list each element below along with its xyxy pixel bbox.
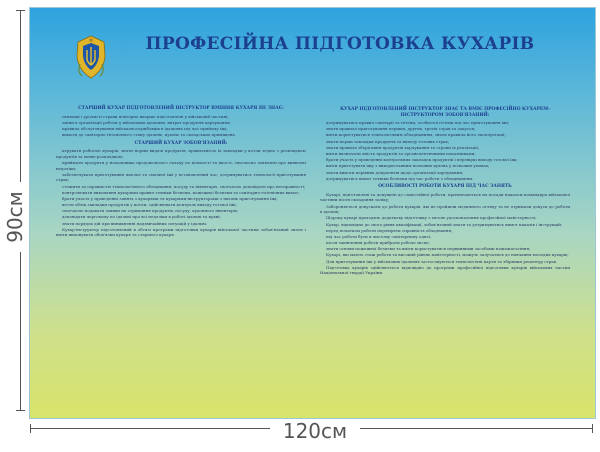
poster-title: ПРОФЕСІЙНА ПІДГОТОВКА КУХАРІВ (145, 34, 535, 54)
right-paragraph: під час роботи бути в чистому санітарному одязі; (326, 233, 432, 239)
width-dimension-tick-right (592, 424, 593, 433)
width-dimension-tick-left (30, 424, 31, 433)
right-paragraph: Щороку кухарі проходять додаткову підготовку з метою удосконалення професійної майстерності; (326, 215, 537, 221)
left-paragraph: керувати роботою кухарів, знати норми видачі продуктів, правильність їх закладки у котли згідно з розкладкою продуктів та меню-розкладкою; (56, 148, 306, 159)
left-paragraph: святкові і урочисті страви повторно вперше підготовлені у військовій частині; (62, 113, 229, 119)
left-paragraph: доповідати черговому по ідальні про всі недоліки в роботі ідальні та кухні; (62, 214, 221, 220)
right-paragraph: знати основи пожежної безпеки та вміти користуватися первинними засобами пожежогасіння; (326, 246, 531, 252)
right-paragraph: Кухарі, підготовлені та допущені до самостійної роботи, призначаються на посади наказом командира військової частини після складання заліку; (320, 191, 570, 203)
width-dimension-label: 120см (270, 419, 360, 443)
ukraine-guard-emblem-icon (74, 34, 108, 80)
left-paragraph: вести облік закладки продуктів у котли, здійснювати контроль виходу готової їжі; (62, 202, 237, 208)
right-paragraph: після закінчення роботи прибрати робоче місце; (326, 240, 430, 246)
right-paragraph: знати правила зберігання продуктів харчування та строки їх реалізації; (326, 144, 480, 150)
height-dimension-tick-bottom (16, 410, 25, 411)
right-paragraph: вміти визначати якість продуктів за органолептичними показниками; (326, 150, 476, 156)
left-section-heading: СТАРШИЙ КУХАР ПІДГОТОВЛЕНИЙ ІНСТРУКТОР ВМІННЯ КУХАРЯ НЕ ЗНАЄ: (78, 106, 284, 111)
left-paragraph: контролювати виконання кухарями правил техніки безпеки, пожежної безпеки та санітарно-гігієнічних вимог; (62, 189, 300, 195)
left-paragraph: Кухар-інструктор підготовлений в обсязі програми підготовки кухарів військової частини зобов'язаний знати і вміти виконувати обов'язки кухаря та старшого кухаря. (56, 226, 306, 238)
left-paragraph: стежити за справністю технологічного обладнання, посуду та інвентарю, своєчасно доповідати про несправності; (62, 183, 306, 189)
left-paragraph: своєчасно подавати заявки на отримання продуктів, посуду, кухонного інвентарю; (62, 208, 239, 214)
right-paragraph: брати участь у проведенні контрольних закладок продуктів і перевірці виходу готової їжі; (326, 157, 518, 163)
right-text-column (320, 104, 570, 277)
left-paragraph: брати участь у проведенні занять з кухарями та кухарями-інструкторами з питань приготування їжі; (62, 195, 278, 201)
right-paragraph: дотримуватись правил санітарії та гігієни, особистої гігієни під час приготування їжі; (326, 120, 510, 125)
left-section-heading: СТАРШИЙ КУХАР ЗОБОВ'ЯЗАНИЙ: (134, 140, 228, 146)
right-paragraph: знати вимоги керівних документів щодо організації харчування; (326, 169, 464, 175)
right-paragraph: Підготовка кухарів здійснюється відповідно до програми професійної підготовки кухарів військових частин Національної гвардії України. (320, 264, 570, 276)
left-paragraph: зміни в організації роботи у військових ідальнях, витрат продуктів харчування; (62, 119, 231, 125)
height-dimension-tick-top (16, 10, 25, 11)
right-paragraph: Кухарі, які мають стаж роботи та високий рівень майстерності, можуть залучатися до навчання молодих кухарів; (326, 252, 569, 258)
right-paragraph: вміти приготувати їжу з використанням польових кухонь у польових умовах; (326, 163, 490, 169)
right-paragraph: знати правила приготування перших, других, третіх страв та закусок; (326, 126, 476, 132)
right-paragraph: перед початком роботи перевіряти справність обладнання; (326, 227, 453, 233)
left-paragraph: знати порядок дій при виникненні надзвичайних ситуацій у ідальні. (62, 220, 208, 226)
right-paragraph: Для приготування їжі у військових ідальнях застосовуються технологічні карти та збірники рецептур страв. (326, 258, 558, 264)
right-section-heading: КУХАР ПІДГОТОВЛЕНИЙ ІНСТРУКТОР ЗНАЄ ТА ВМІЄ ПРОФЕСІЙНО КУХАРЕМ-ІНСТРУКТОРОМ ЗОБОВ'ЯЗАНИЙ: (340, 107, 550, 118)
right-section-heading: ОСОБЛИВОСТІ РОБОТИ КУХАРЯ ПІД ЧАС ЗАНЯТЬ (378, 184, 512, 190)
right-paragraph: Забороняється допускати до роботи кухарів, які не пройшли медичного огляду та не отримали допуск до роботи в ідальні; (320, 203, 570, 215)
left-paragraph: правила обслуговування військовослужбовців в ідальнях під час прийому їжі; (62, 125, 228, 131)
width-dimension (30, 420, 600, 452)
left-paragraph: вимоги до санітарно-гігієнічного стану ідалень, кухонь та складських приміщень. (62, 132, 236, 138)
right-paragraph: Кухар, відповідно до свого рівня кваліфікації, зобов'язаний знати та дотримуватись вимог наказів і інструкцій; (326, 221, 563, 227)
right-paragraph: дотримуватись вимог техніки безпеки під час роботи з обладнанням. (326, 175, 474, 181)
height-dimension (0, 0, 30, 420)
right-paragraph: вміти користуватися технологічним обладнанням, знати правила його експлуатації; (326, 132, 506, 138)
left-text-column (56, 103, 306, 239)
left-paragraph: приймати продукти у начальника продовольчого складу по кількості та якості, своєчасно заявляти про виявлені недоліки; (56, 159, 306, 171)
height-dimension-label: 90см (3, 182, 27, 252)
poster-board (30, 8, 595, 418)
left-paragraph: забезпечувати приготування якісної та смачної їжі у встановлений час, дотримуватись технології приготування страв; (56, 171, 306, 183)
right-paragraph: знати норми закладки продуктів та виходу готових страв; (326, 138, 450, 144)
